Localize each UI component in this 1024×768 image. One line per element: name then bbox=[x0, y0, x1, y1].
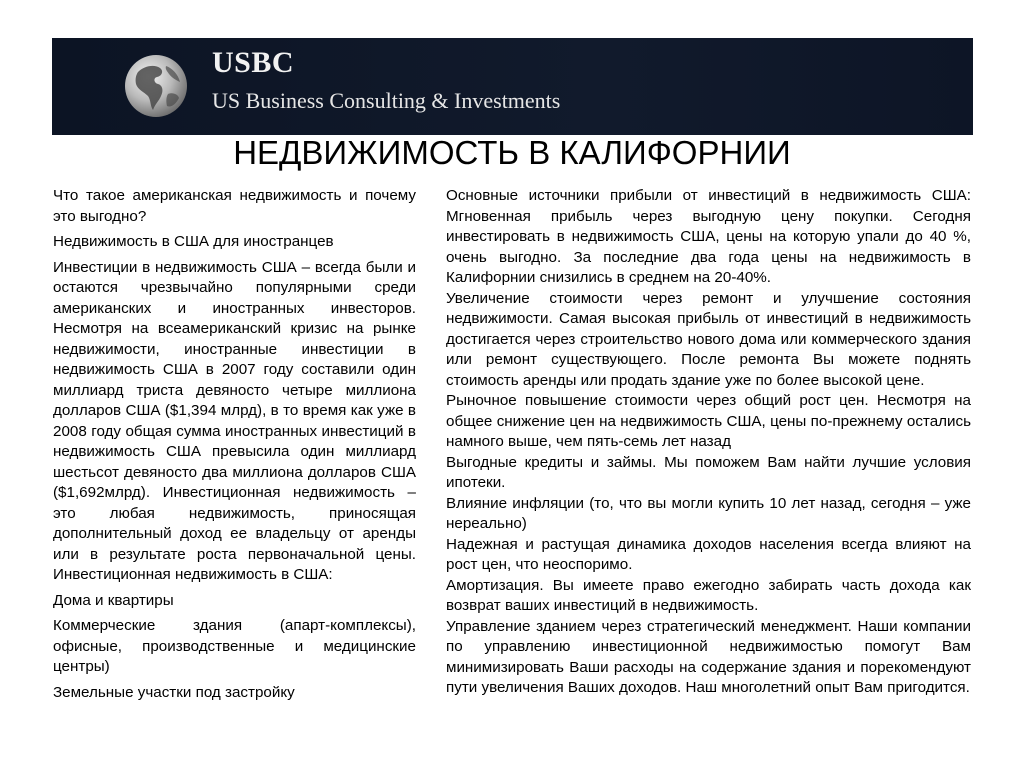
page-title: НЕДВИЖИМОСТЬ В КАЛИФОРНИИ bbox=[233, 134, 791, 171]
left-column bbox=[53, 186, 416, 703]
left-paragraph: Дома и квартиры bbox=[53, 591, 174, 609]
right-paragraph: Рыночное повышение стоимости через общий рост цен. Несмотря на общее снижение цен на недвижимость США, цены по-прежнему остались намного выше, чем пять-семь лет назад bbox=[446, 392, 971, 450]
header-banner bbox=[52, 38, 973, 135]
right-paragraph: Выгодные кредиты и займы. Мы поможем Вам найти лучшие условия ипотеки. bbox=[446, 453, 971, 491]
right-paragraph: Управление зданием через стратегический менеджмент. Наши компании по управлению инвестиционной недвижимостью помогут Вам минимизировать Ваши расходы на содержание здания и порекомендуют пути увеличения Ваших доходов. Наш многолетний опыт Вам пригодится. bbox=[446, 617, 971, 696]
right-column bbox=[446, 186, 971, 699]
globe-icon bbox=[124, 54, 188, 118]
left-paragraph: Коммерческие здания (апарт-комплексы), офисные, производственные и медицинские центры) bbox=[53, 617, 416, 675]
brand-tagline: US Business Consulting & Investments bbox=[212, 88, 561, 113]
left-paragraph: Земельные участки под застройку bbox=[53, 683, 295, 701]
right-paragraph: Увеличение стоимости через ремонт и улучшение состояния недвижимости. Самая высокая прибыль от инвестиций в недвижимость достигается через строительство нового дома или коммерческого здания или ремонт существующего. После ремонта Вы можете поднять стоимость аренды или продать здание уже по более высокой цене. bbox=[446, 289, 971, 389]
right-paragraph: Надежная и растущая динамика доходов населения всегда влияют на рост цен, что неоспоримо. bbox=[446, 535, 971, 573]
right-paragraph: Основные источники прибыли от инвестиций в недвижимость США: Мгновенная прибыль через выгодную цену покупки. Сегодня инвестировать в недвижимость США, цены на которую упали до 40 %, очень выгодно. За последние два года цены на недвижимость в Калифорнии снизились в среднем на 20-40%. bbox=[446, 187, 971, 286]
brand-name: USBC bbox=[212, 46, 295, 79]
left-paragraph: Что такое американская недвижимость и почему это выгодно? bbox=[53, 187, 416, 225]
right-paragraph: Влияние инфляции (то, что вы могли купить 10 лет назад, сегодня – уже нереально) bbox=[446, 494, 971, 532]
left-paragraph: Недвижимость в США для иностранцев bbox=[53, 233, 334, 250]
left-paragraph: Инвестиции в недвижимость США – всегда были и остаются чрезвычайно популярными среди американских и иностранных инвесторов. Несмотря на всеамериканский кризис на рынке недвижимости, иностранные инвестиции в недвижимость США в 2007 году составили один миллиард триста девяносто четыре миллиона долларов США ($1,394 млрд), в то время как уже в 2008 году общая сумма иностранных инвестиций в недвижимость США превысила один миллиард шестьсот девяносто два миллиона долларов США ($1,692млрд). Инвестиционная недвижимость – это любая недвижимость, приносящая дополнительный доход ее владельцу от аренды или в результате роста первоначальной цены. Инвестиционная недвижимость в США: bbox=[53, 258, 416, 583]
right-paragraph: Амортизация. Вы имеете право ежегодно забирать часть дохода как возврат ваших инвестиций в недвижимость. bbox=[446, 576, 971, 614]
